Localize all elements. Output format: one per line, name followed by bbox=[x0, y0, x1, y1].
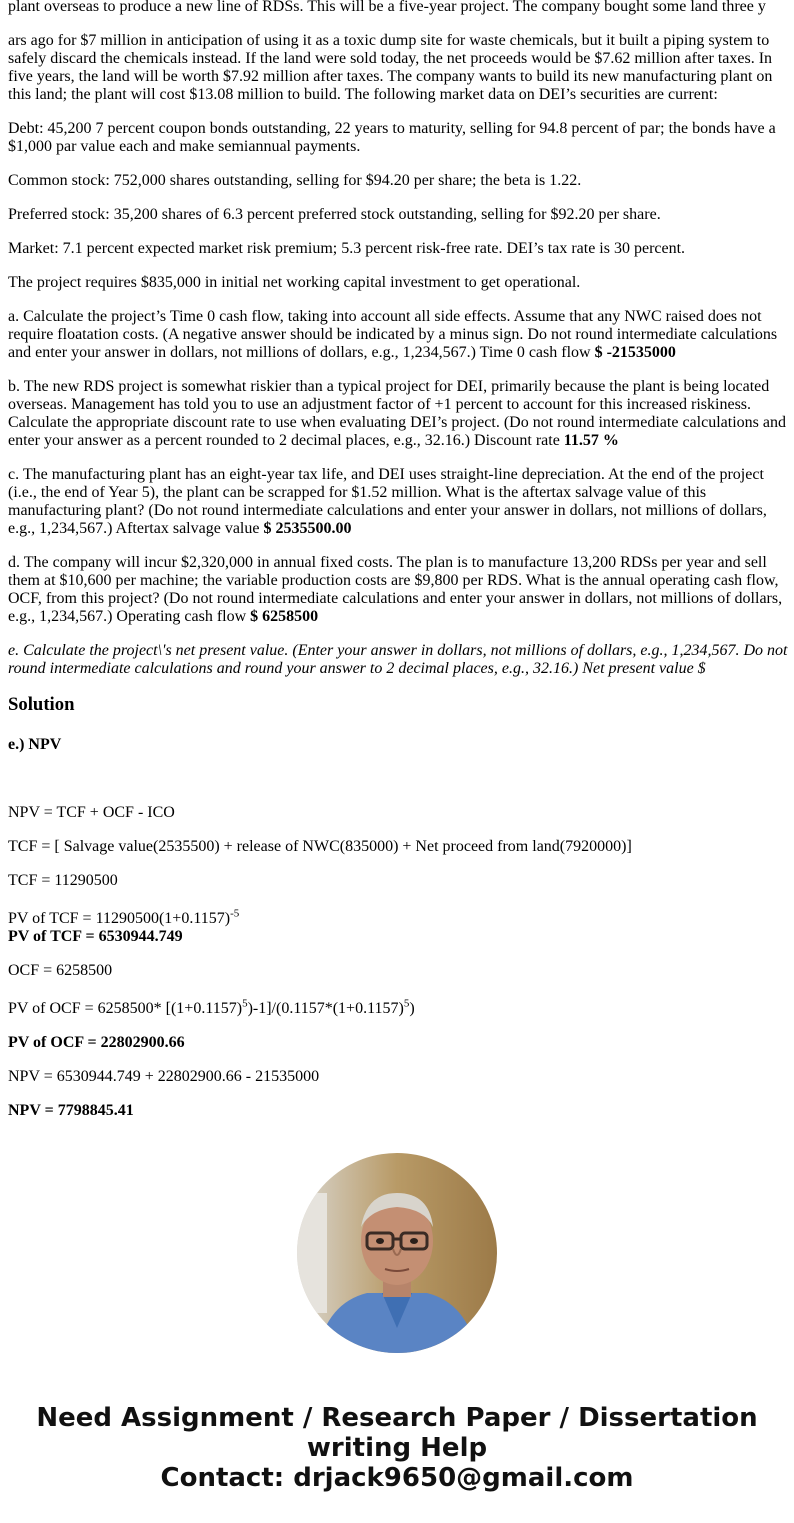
footer-line-2: writing Help bbox=[306, 1433, 488, 1463]
pv-ocf-part1: PV of OCF = 6258500* [(1+0.1157) bbox=[8, 1000, 243, 1017]
pv-tcf-result: PV of TCF = 6530944.749 bbox=[8, 928, 183, 945]
part-d-text: d. The company will incur $2,320,000 in annual fixed costs. The plan is to manufacture 13,200 RDSs per year and sell them at $10,600 per machine; the variable production costs are $9,800 per RDS. What is the annual operating cash flow, OCF, from this project? (Do not round intermediate calculations and enter your answer in dollars, not millions of dollars, e.g., 1,234,567.) Operating cash flow bbox=[8, 554, 783, 625]
part-b-answer: 11.57 % bbox=[563, 432, 619, 449]
pv-ocf-exp1: 5 bbox=[242, 997, 248, 1010]
part-a-text: a. Calculate the project’s Time 0 cash flow, taking into account all side effects. Assume that any NWC raised does not require floatation costs. (A negative answer should be indicated by a minus sign. Do not round intermediate calculations and enter your answer in dollars, not millions of dollars, e.g., 1,234,567.) Time 0 cash flow bbox=[8, 308, 778, 361]
pv-ocf-formula bbox=[8, 997, 788, 1018]
document-body bbox=[8, 0, 788, 1136]
part-d bbox=[8, 554, 788, 626]
nwc-statement: The project requires $835,000 in initial net working capital investment to get operational. bbox=[8, 274, 581, 291]
npv-formula: NPV = TCF + OCF - ICO bbox=[8, 804, 175, 821]
part-c-answer: $ 2535500.00 bbox=[263, 520, 352, 537]
footer-banner bbox=[0, 1403, 794, 1493]
common-stock-data: Common stock: 752,000 shares outstanding, selling for $94.20 per share; the beta is 1.22. bbox=[8, 172, 582, 189]
question-intro: ars ago for $7 million in anticipation of using it as a toxic dump site for waste chemicals, but it built a piping system to safely discard the chemicals instead. If the land were sold today, the net proceeds would be $7.62 million after taxes. In five years, the land will be worth $7.92 million after taxes. The company wants to build its new manufacturing plant on this land; the plant will cost $13.08 million to build. The following market data on DEI’s securities are current: bbox=[8, 32, 773, 103]
part-a bbox=[8, 308, 788, 362]
avatar bbox=[297, 1153, 497, 1353]
tcf-value: TCF = 11290500 bbox=[8, 872, 118, 889]
pv-tcf-formula bbox=[8, 907, 788, 928]
part-d-answer: $ 6258500 bbox=[250, 608, 319, 625]
preferred-stock-data: Preferred stock: 35,200 shares of 6.3 percent preferred stock outstanding, selling for $92.20 per share. bbox=[8, 206, 661, 223]
npv-result: NPV = 7798845.41 bbox=[8, 1102, 134, 1119]
part-c-text: c. The manufacturing plant has an eight-year tax life, and DEI uses straight-line depreciation. At the end of the project (i.e., the end of Year 5), the plant can be scrapped for $1.52 million. What is the aftertax salvage value of this manufacturing plant? (Do not round intermediate calculations and enter your answer in dollars, not millions of dollars, e.g., 1,234,567.) Aftertax salvage value bbox=[8, 466, 767, 537]
npv-calc: NPV = 6530944.749 + 22802900.66 - 21535000 bbox=[8, 1068, 320, 1085]
spacer bbox=[8, 770, 788, 804]
pv-ocf-exp2: 5 bbox=[403, 997, 410, 1010]
solution-subheading: e.) NPV bbox=[8, 736, 62, 753]
part-b-text: b. The new RDS project is somewhat riskier than a typical project for DEI, primarily because the plant is being located overseas. Management has told you to use an adjustment factor of +1 percent to account for this increased riskiness. Calculate the appropriate discount rate to use when evaluating DEI’s project. (Do not round intermediate calculations and enter your answer as a percent rounded to 2 decimal places, e.g., 32.16.) Discount rate bbox=[8, 378, 786, 449]
footer-line-1: Need Assignment / Research Paper / Dissertation bbox=[36, 1403, 758, 1433]
ocf-value: OCF = 6258500 bbox=[8, 962, 113, 979]
part-c bbox=[8, 466, 788, 538]
pv-tcf-exponent: -5 bbox=[230, 907, 240, 920]
pv-ocf-part3: ) bbox=[409, 1000, 415, 1017]
solution-heading: Solution bbox=[8, 694, 75, 715]
part-e: e. Calculate the project\'s net present value. (Enter your answer in dollars, not millions of dollars, e.g., 1,234,567. Do not round intermediate calculations and round your answer to 2 decimal places, e.g., 32.16.) Net present value $ bbox=[8, 642, 788, 677]
avatar-portrait bbox=[297, 1153, 497, 1353]
pv-ocf-result: PV of OCF = 22802900.66 bbox=[8, 1034, 185, 1051]
tcf-formula: TCF = [ Salvage value(2535500) + release of NWC(835000) + Net proceed from land(7920000)] bbox=[8, 838, 632, 855]
pv-ocf-part2: )-1]/(0.1157*(1+0.1157) bbox=[247, 1000, 404, 1017]
footer-contact: Contact: drjack9650@gmail.com bbox=[160, 1463, 634, 1493]
part-a-answer: $ -21535000 bbox=[594, 344, 676, 361]
pv-tcf-text: PV of TCF = 11290500(1+0.1157) bbox=[8, 910, 231, 927]
question-intro-cut: plant overseas to produce a new line of RDSs. This will be a five-year project. The company bought some land three y bbox=[8, 0, 766, 15]
debt-data: Debt: 45,200 7 percent coupon bonds outstanding, 22 years to maturity, selling for 94.8 percent of par; the bonds have a $1,000 par value each and make semiannual payments. bbox=[8, 120, 776, 155]
part-b bbox=[8, 378, 788, 450]
market-data: Market: 7.1 percent expected market risk premium; 5.3 percent risk-free rate. DEI’s tax rate is 30 percent. bbox=[8, 240, 686, 257]
